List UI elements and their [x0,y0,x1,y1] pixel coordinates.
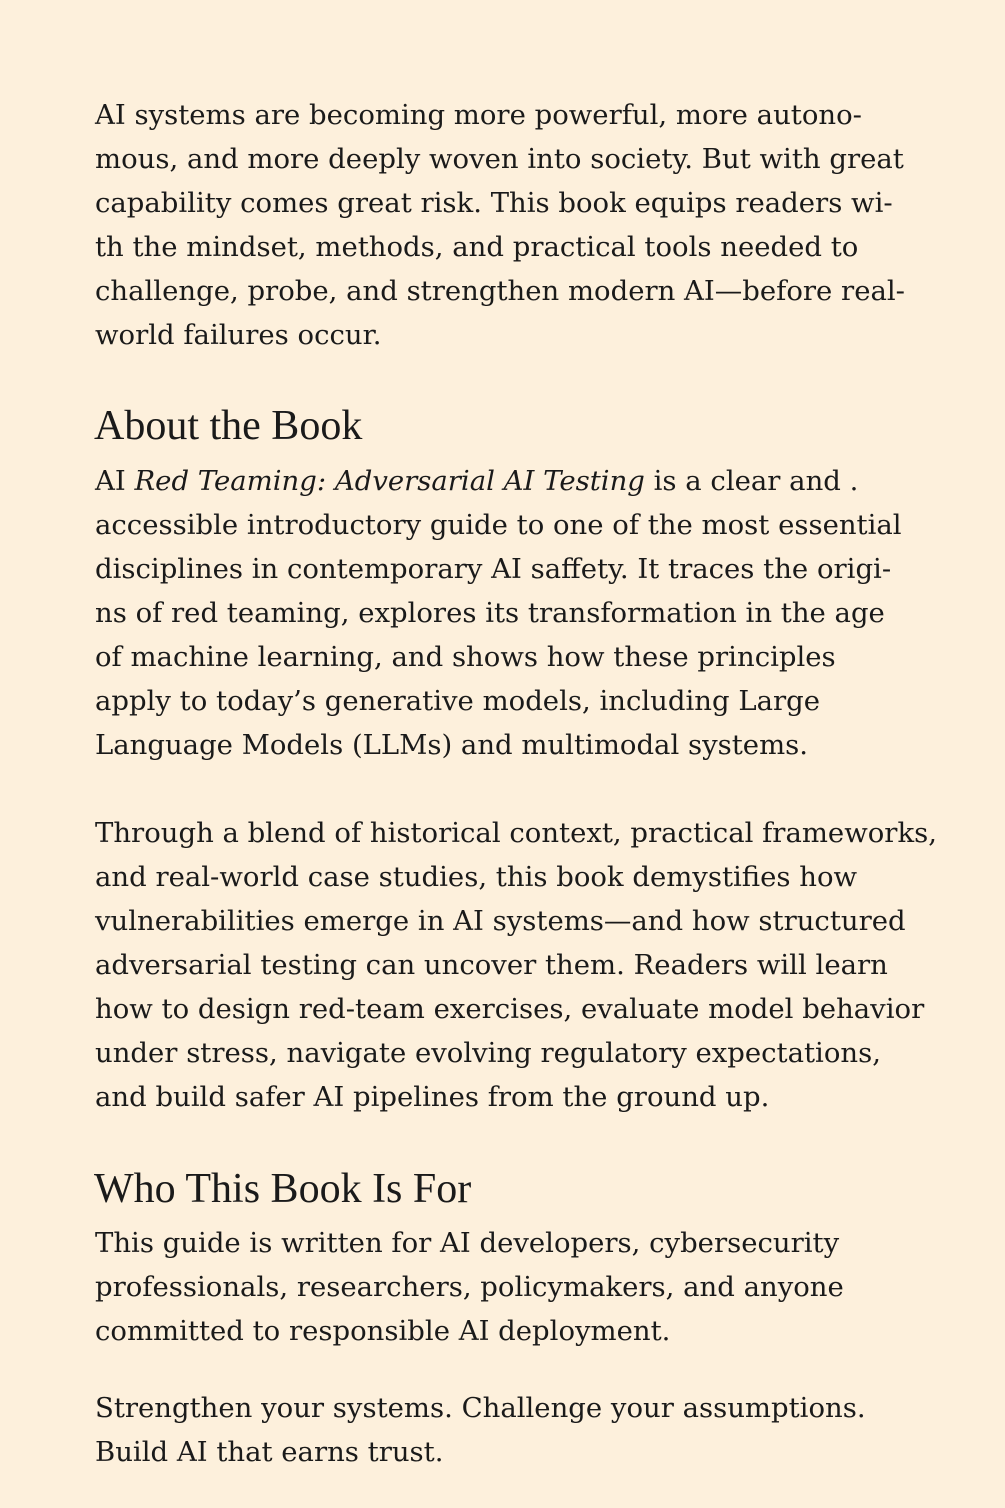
text-line: how to design red-team exercises, evaluate model behavior [95,993,925,1025]
text-line: disciplines in contemporary AI saffety. It traces the origi- [95,553,892,585]
text-line: committed to responsible AI deployment. [95,1315,671,1347]
text-line: and build safer AI pipelines from the ground up. [95,1081,770,1113]
intro-paragraph [95,93,905,357]
text-line: mous, and more deeply woven into society. But with great [95,143,904,175]
audience-paragraph [95,1221,844,1353]
text-line: Through a blend of historical context, practical frameworks, [95,817,937,849]
text-line: Language Models (LLMs) and multimodal systems. [95,729,808,761]
text-line: apply to today’s generative models, including Large [95,685,821,717]
text-line: This guide is written for AI developers, cybersecurity [95,1227,840,1259]
text-line: and real-world case studies, this book demystifies how [95,861,858,893]
text-line: Build AI that earns trust. [95,1436,444,1468]
text-line: adversarial testing can uncover them. Readers will learn [95,949,888,981]
about-paragraph-2 [95,811,937,1119]
text-segment: is a clear and . [644,465,859,497]
text-line: world failures occur. [95,319,382,351]
text-line: AI systems are becoming more powerful, more autono- [95,99,862,131]
about-paragraph [95,459,902,767]
text-line: challenge, probe, and strengthen modern AI—before real- [95,275,905,307]
text-line: of machine learning, and shows how these principles [95,641,836,673]
text-line: accessible introductory guide to one of the most essential [95,509,902,541]
text-line: th the mindset, methods, and practical tools needed to [95,231,859,263]
text-segment: AI [95,465,135,497]
text-line: capability comes great risk. This book equips readers wi- [95,187,893,219]
text-line: vulnerabilities emerge in AI systems—and how structured [95,905,906,937]
text-line: professionals, researchers, policymakers, and anyone [95,1271,844,1303]
book-title: Red Teaming: Adversarial AI Testing [134,465,645,497]
text-line: ns of red teaming, explores its transformation in the age [95,597,885,629]
text-line: Strengthen your systems. Challenge your assumptions. [95,1392,866,1424]
audience-heading: Who This Book Is For [94,1166,472,1212]
closing-paragraph [95,1386,866,1474]
about-heading: About the Book [94,403,363,449]
text-line: under stress, navigate evolving regulatory expectations, [95,1037,881,1069]
text-line [95,459,902,503]
